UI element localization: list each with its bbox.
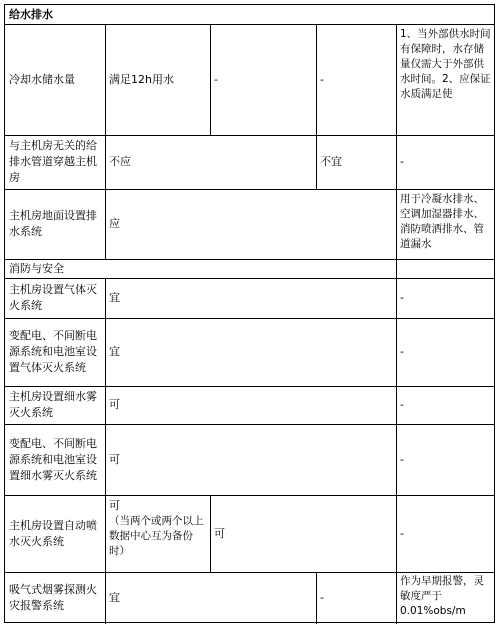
cooling-label: 冷却水储水量 bbox=[9, 72, 75, 86]
cooling-value-2: - bbox=[214, 72, 218, 86]
fire-row-label: 主机房设置气体灭火系统 bbox=[9, 283, 97, 312]
cooling-value-1: 满足12h用水 bbox=[109, 72, 174, 86]
pipes-note: - bbox=[400, 155, 404, 168]
section-title-fire: 消防与安全 bbox=[9, 261, 64, 275]
fire-row-value: 可 bbox=[109, 452, 120, 466]
fire-row-label: 主机房设置细水雾灭火系统 bbox=[9, 390, 97, 419]
fire-row-note: - bbox=[400, 452, 404, 466]
fire-row-label: 变配电、不间断电源系统和电池室设置细水雾灭火系统 bbox=[9, 436, 97, 482]
pipes-label: 与主机房无关的给排水管道穿越主机房 bbox=[9, 139, 97, 184]
sprinkler-note: - bbox=[400, 526, 404, 540]
fire-row-value: 可 bbox=[109, 398, 120, 411]
smoke-note: 作为早期报警，灵敏度严于0.01%obs/m bbox=[400, 575, 484, 617]
floor-drain-value: 应 bbox=[109, 217, 120, 230]
floor-drain-label: 主机房地面设置排水系统 bbox=[9, 209, 97, 238]
smoke-value-1: 宜 bbox=[109, 591, 120, 604]
fire-row-note: - bbox=[400, 345, 404, 358]
pipes-value-3: 不宜 bbox=[320, 155, 342, 168]
fire-row-note: - bbox=[400, 291, 404, 304]
smoke-label: 吸气式烟雾探测火灾报警系统 bbox=[9, 583, 97, 612]
smoke-value-2: - bbox=[320, 591, 324, 604]
fire-row-value: 宜 bbox=[109, 291, 120, 304]
fire-row-label: 变配电、不间断电源系统和电池室设置气体灭火系统 bbox=[9, 329, 97, 374]
sprinkler-value-1 bbox=[105, 496, 210, 572]
floor-drain-note: 用于冷凝水排水、空调加湿器排水、消防喷洒排水、管道漏水 bbox=[400, 193, 484, 250]
pipes-value-1: 不应 bbox=[109, 155, 131, 168]
cooling-value-3: - bbox=[320, 72, 324, 86]
fire-row-value: 宜 bbox=[109, 345, 120, 358]
sprinkler-label: 主机房设置自动喷水灭火系统 bbox=[9, 518, 97, 548]
fire-row-note: - bbox=[400, 398, 404, 411]
cooling-note: 1、当外部供水时间有保障时，水存储量仅需大于外部供水时间。2、应保证水质满足使 bbox=[400, 28, 491, 100]
requirements-table bbox=[4, 4, 495, 623]
sprinkler-value-2: 可 bbox=[214, 526, 225, 540]
sprinkler-value-main: 可 bbox=[109, 499, 120, 512]
sprinkler-value-condition: （当两个或两个以上数据中心互为备份时） bbox=[109, 515, 204, 557]
section-title-water: 给水排水 bbox=[9, 7, 53, 21]
